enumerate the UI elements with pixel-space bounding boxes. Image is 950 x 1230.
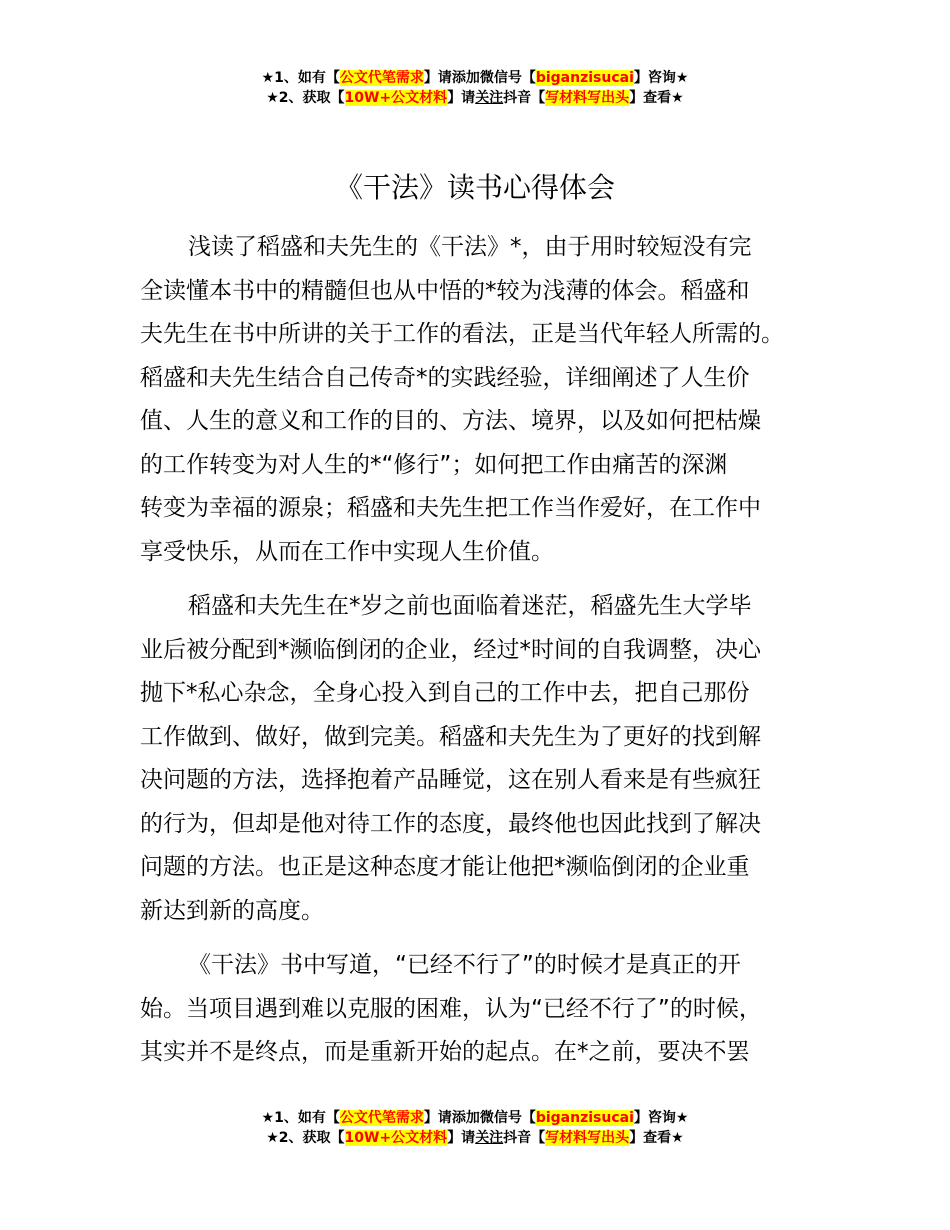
text-line: 稻盛和夫先生结合自己传奇*的实践经验，详细阐述了人生价 <box>140 364 750 391</box>
banner-highlight: 10W+公文材料 <box>344 1130 448 1146</box>
banner-line-2 <box>0 88 950 108</box>
text-line: 问题的方法。也正是这种态度才能让他把*濒临倒闭的企业重 <box>140 854 750 880</box>
paragraph-3 <box>140 944 830 1075</box>
header-banner <box>0 68 950 108</box>
banner-text: 】请添加微信号【 <box>423 70 536 86</box>
banner-underlined: 关注 <box>475 90 504 106</box>
banner-wechat-id: biganzisucai <box>535 70 634 86</box>
banner-highlight: 写材料写出头 <box>545 90 630 106</box>
banner-text: 】请添加微信号【 <box>423 1110 536 1126</box>
banner-text: 】咨询★ <box>633 70 689 86</box>
banner-text: 】咨询★ <box>633 1110 689 1126</box>
text-line: 业后被分配到*濒临倒闭的企业，经过*时间的自我调整，决心 <box>140 636 761 663</box>
text-line: 浅读了稻盛和夫先生的《干法》*，由于用时较短没有完 <box>188 234 752 260</box>
banner-line-1 <box>0 68 950 88</box>
text-line: 新达到新的高度。 <box>140 897 324 924</box>
text-line: 转变为幸福的源泉；稻盛和夫先生把工作当作爱好，在工作中 <box>140 495 761 521</box>
text-line: 抛下*私心杂念，全身心投入到自己的工作中去，把自己那份 <box>140 680 750 706</box>
banner-text: ★2、获取【 <box>266 90 345 106</box>
banner-text: 】查看★ <box>629 1130 684 1146</box>
banner-underlined: 关注 <box>475 1130 504 1146</box>
text-line: 的工作转变为对人生的*“修行”；如何把工作由痛苦的深渊 <box>140 451 728 478</box>
banner-highlight: 公文代笔需求 <box>339 70 424 86</box>
banner-text: ★1、如有【 <box>261 1110 340 1126</box>
banner-text: 抖音【 <box>503 90 546 106</box>
page-title: 《干法》读书心得体会 <box>334 171 615 204</box>
banner-highlight: 公文代笔需求 <box>339 1110 424 1126</box>
text-line: 享受快乐，从而在工作中实现人生价值。 <box>140 538 554 565</box>
banner-highlight: 10W+公文材料 <box>344 90 448 106</box>
text-line: 决问题的方法，选择抱着产品睡觉，这在别人看来是有些疯狂 <box>140 767 761 793</box>
paragraph-1 <box>140 226 830 574</box>
paragraph-2 <box>140 585 830 933</box>
text-line: 稻盛和夫先生在*岁之前也面临着迷茫，稻盛先生大学毕 <box>188 593 752 619</box>
document-body <box>140 226 830 1086</box>
banner-text: ★2、获取【 <box>266 1130 345 1146</box>
text-line: 始。当项目遇到难以克服的困难，认为“已经不行了”的时候， <box>140 995 762 1022</box>
text-line: 工作做到、做好，做到完美。稻盛和夫先生为了更好的找到解 <box>140 723 761 750</box>
banner-highlight: 写材料写出头 <box>545 1130 630 1146</box>
banner-text: 抖音【 <box>503 1130 546 1146</box>
banner-text: 】请 <box>447 1130 476 1146</box>
text-line: 全读懂本书中的精髓但也从中悟的*较为浅薄的体会。稻盛和 <box>140 277 750 304</box>
text-line: 值、人生的意义和工作的目的、方法、境界，以及如何把枯燥 <box>140 408 761 434</box>
banner-line-2 <box>0 1128 950 1148</box>
banner-wechat-id: biganzisucai <box>535 1110 634 1126</box>
banner-text: 】查看★ <box>629 90 684 106</box>
banner-text: ★1、如有【 <box>261 70 340 86</box>
text-line: 夫先生在书中所讲的关于工作的看法，正是当代年轻人所需的。 <box>140 321 784 347</box>
text-line: 《干法》书中写道，“已经不行了”的时候才是真正的开 <box>188 952 741 978</box>
footer-banner <box>0 1108 950 1148</box>
text-line: 的行为，但却是他对待工作的态度，最终他也因此找到了解决 <box>140 810 761 837</box>
banner-line-1 <box>0 1108 950 1128</box>
text-line: 其实并不是终点，而是重新开始的起点。在*之前，要决不罢 <box>140 1039 750 1065</box>
banner-text: 】请 <box>447 90 476 106</box>
